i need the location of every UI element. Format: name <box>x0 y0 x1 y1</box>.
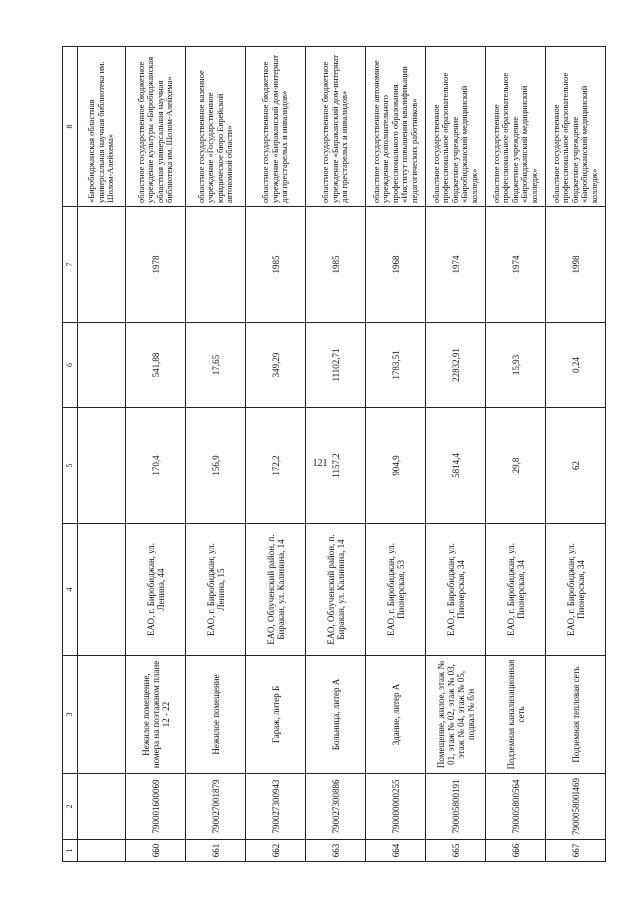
cell-code: 790001600069 <box>126 774 186 840</box>
cell-address: ЕАО, г. Биробиджан, ул. Пионерская, 53 <box>366 524 426 656</box>
column-header-1: 1 <box>63 840 78 862</box>
cell-name: Подземная канализационная сеть <box>486 656 546 774</box>
column-header-8: 8 <box>63 47 78 207</box>
cell-holder: областное государственное бюджетное учреждение «Бираканский дом-интернат для престарелых и инвалидов» <box>306 47 366 207</box>
cell-holder: областное государственное профессиональное образовательное бюджетное учреждение «Биробиджанский медицинский колледж» <box>486 47 546 207</box>
cell-holder: областное государственное автономное учреждение дополнительного профессионального образования «Институт повышения квалификации педагогических работников» <box>366 47 426 207</box>
column-header-6: 6 <box>63 323 78 408</box>
cell-num: 661 <box>186 840 246 862</box>
cell-area: 1157,2 <box>306 408 366 524</box>
cell-num: 665 <box>426 840 486 862</box>
cell-address: ЕАО, Облученский район, п. Биракан, ул. Калинина, 14 <box>306 524 366 656</box>
cell-code: 790027001879 <box>186 774 246 840</box>
landscape-table-wrapper <box>62 47 599 862</box>
cell-area: 29,8 <box>486 408 546 524</box>
column-header-2: 2 <box>63 774 78 840</box>
table-row <box>246 47 306 862</box>
rotated-table-area <box>62 47 599 862</box>
continuation-row <box>78 47 126 862</box>
cell-year: 1974 <box>486 207 546 323</box>
cell-code: 790027300943 <box>246 774 306 840</box>
continuation-holder-cell: «Биробиджанская областная универсальная научная библиотека им. Шолом-Алейхема» <box>78 47 126 207</box>
cell-num: 660 <box>126 840 186 862</box>
cell-area: 172,2 <box>246 408 306 524</box>
cell-value: 17,65 <box>186 323 246 408</box>
cell-year: 1968 <box>366 207 426 323</box>
cell-name: Подземная тепловая сеть <box>546 656 606 774</box>
cell-code: 790027300886 <box>306 774 366 840</box>
cell-name: Гараж, литер Б <box>246 656 306 774</box>
cell-year: 1985 <box>246 207 306 323</box>
column-header-3: 3 <box>63 656 78 774</box>
cell-address: ЕАО, г. Биробиджан, ул. Пионерская, 34 <box>546 524 606 656</box>
cell-value: 541,88 <box>126 323 186 408</box>
cell-num: 663 <box>306 840 366 862</box>
cell-area: 62 <box>546 408 606 524</box>
column-header-5: 5 <box>63 408 78 524</box>
cell-year: 1998 <box>546 207 606 323</box>
cell-year <box>186 207 246 323</box>
table-row <box>306 47 366 862</box>
cell-area: 156,9 <box>186 408 246 524</box>
cell-holder: областное государственное профессиональное образовательное бюджетное учреждение «Биробиджанский медицинский колледж» <box>426 47 486 207</box>
cell-code: 790005800I469 <box>546 774 606 840</box>
table-row <box>426 47 486 862</box>
table-row <box>546 47 606 862</box>
cell-value: 11102,71 <box>306 323 366 408</box>
cell-code: 790005800191 <box>426 774 486 840</box>
table-row <box>126 47 186 862</box>
cell-num: 666 <box>486 840 546 862</box>
cell-area: 904,9 <box>366 408 426 524</box>
cell-name: Нежилое помещение <box>186 656 246 774</box>
cell-address: ЕАО, Облученский район, п. Биракан, ул. Калинина, 14 <box>246 524 306 656</box>
cell-value: 1783,51 <box>366 323 426 408</box>
column-header-7: 7 <box>63 207 78 323</box>
cell-num: 667 <box>546 840 606 862</box>
cell-year: 1985 <box>306 207 366 323</box>
cell-code: 790000000255 <box>366 774 426 840</box>
cell-address: ЕАО, г. Биробиджан, ул. Пионерская, 34 <box>426 524 486 656</box>
cell-value: 22832,91 <box>426 323 486 408</box>
table-row <box>486 47 546 862</box>
cell-code: 790005800564 <box>486 774 546 840</box>
cell-holder: областное государственное бюджетное учреждение культуры «Биробиджанская областная универсальная научная библиотека им. Шолом-Алейхема» <box>126 47 186 207</box>
cell-address: ЕАО, г. Биробиджан, ул. Ленина, 44 <box>126 524 186 656</box>
column-number-row <box>63 47 78 862</box>
cell-address: ЕАО, г. Биробиджан, ул. Ленина, 15 <box>186 524 246 656</box>
cell-value: 349,29 <box>246 323 306 408</box>
page-number: 121 <box>312 458 328 469</box>
cell-holder: областное государственное профессиональное образовательное бюджетное учреждение «Биробиджанский медицинский колледж» <box>546 47 606 207</box>
cell-value: 0,24 <box>546 323 606 408</box>
cell-name: Нежилое помещение, номера на поэтажном плане 12 - 22 <box>126 656 186 774</box>
cell-year: 1974 <box>426 207 486 323</box>
cell-area: 5814,4 <box>426 408 486 524</box>
cell-value: 15,93 <box>486 323 546 408</box>
cell-name: Помещение, жилое, этаж № 01, этаж № 02, этаж № 03, этаж № 04, этаж № 05, подвал № б/н <box>426 656 486 774</box>
cell-area: 170,4 <box>126 408 186 524</box>
cell-year: 1978 <box>126 207 186 323</box>
cell-holder: областное государственное бюджетное учреждение «Бираканский дом-интернат для престарелых и инвалидов» <box>246 47 306 207</box>
table-row <box>186 47 246 862</box>
table-row <box>366 47 426 862</box>
column-header-4: 4 <box>63 524 78 656</box>
cell-address: ЕАО, г. Биробиджан, ул. Пионерская, 34 <box>486 524 546 656</box>
cell-name: Больница, литер А <box>306 656 366 774</box>
property-register-table <box>62 46 606 862</box>
cell-num: 662 <box>246 840 306 862</box>
cell-name: Здание, литер А <box>366 656 426 774</box>
cell-holder: областное государственное казенное учреждение «Государственное юридическое бюро Еврейской автономной области» <box>186 47 246 207</box>
cell-num: 664 <box>366 840 426 862</box>
